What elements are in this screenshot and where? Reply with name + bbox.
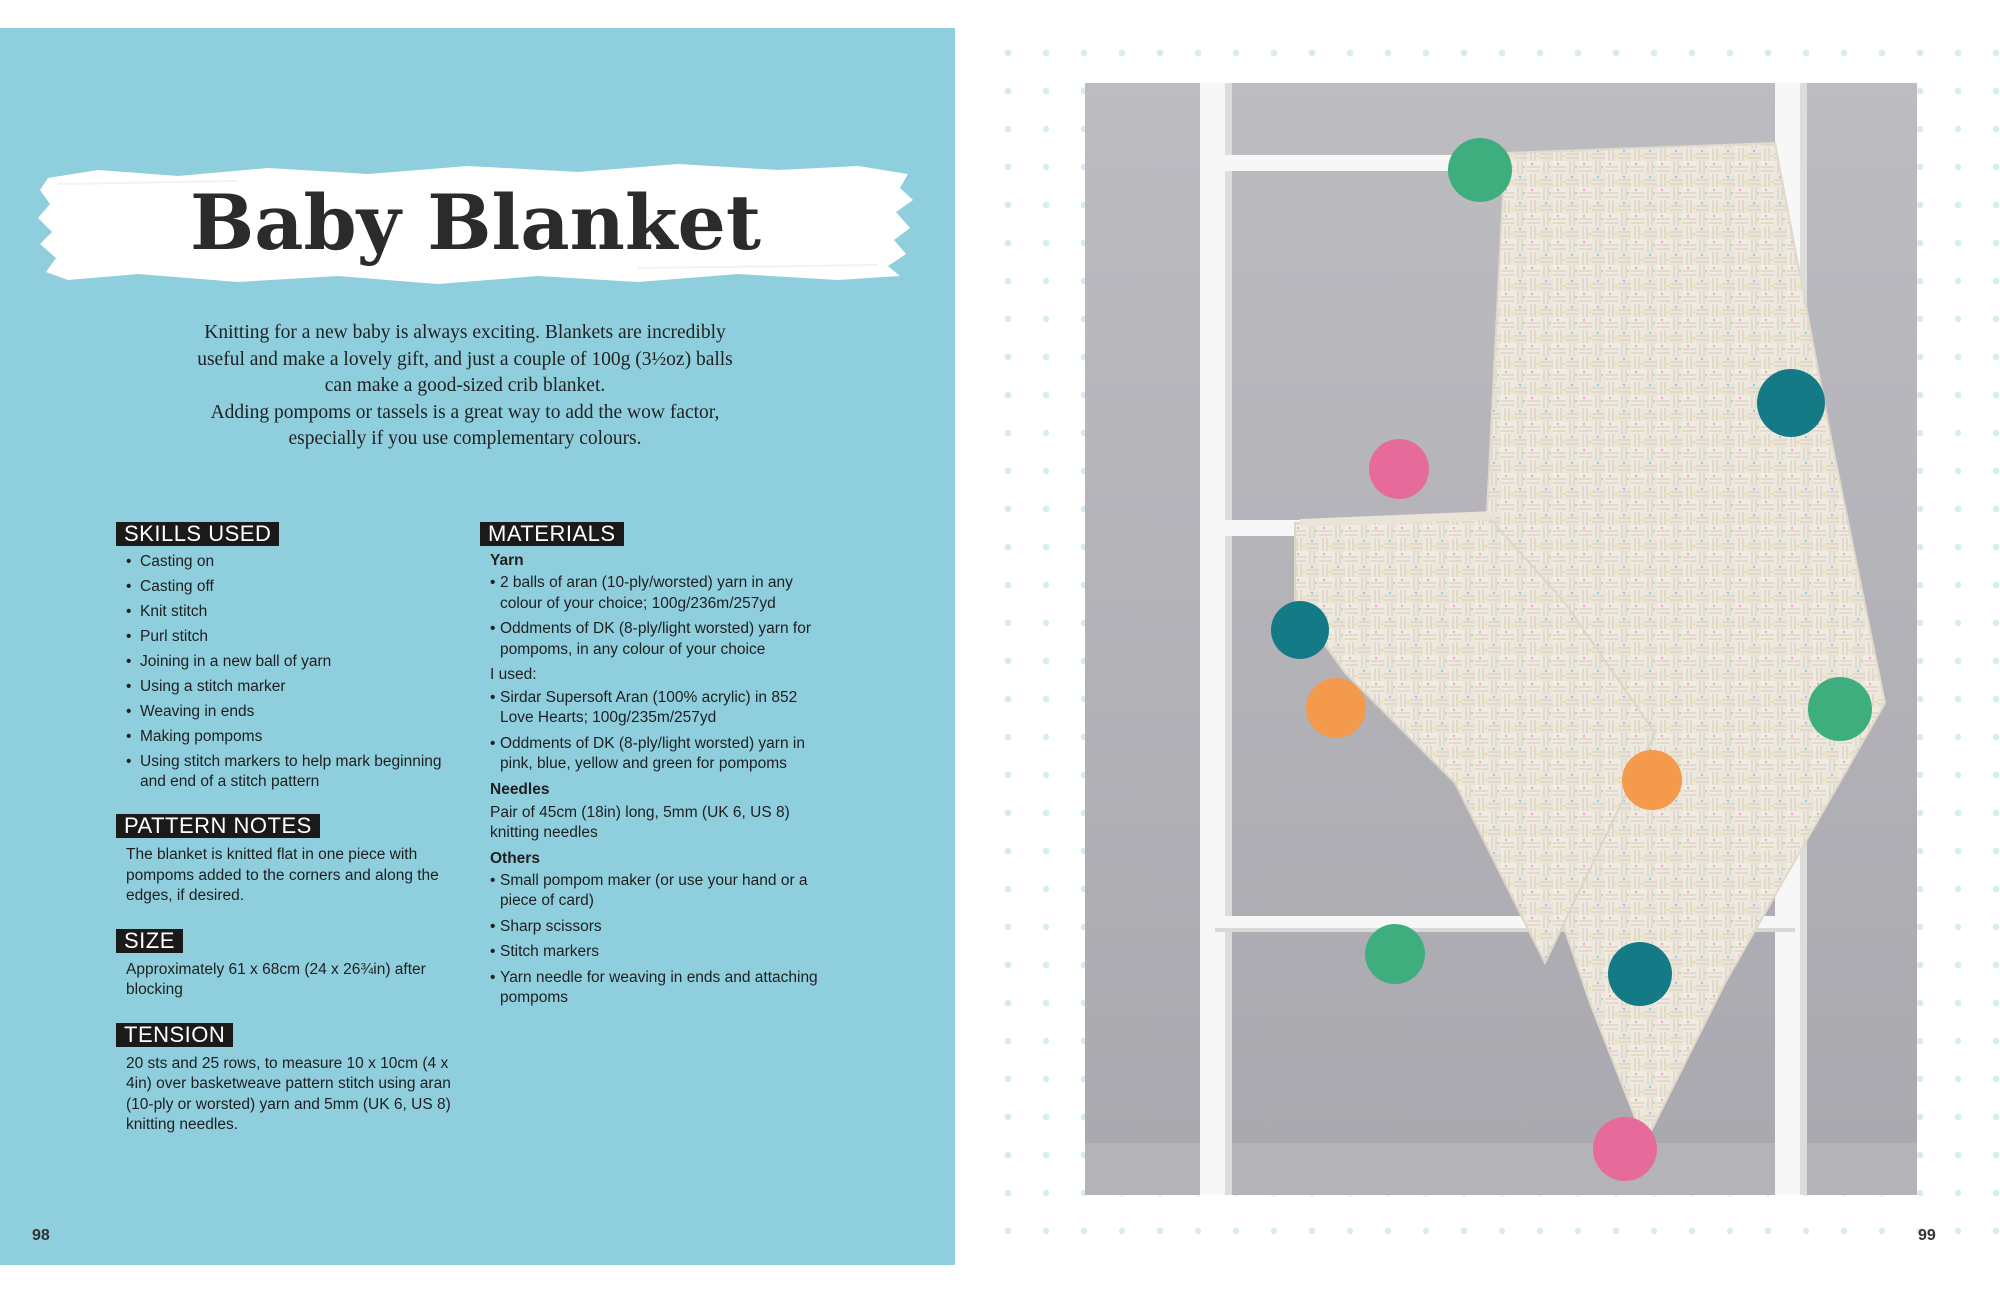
tension-section [116, 1023, 456, 1136]
intro-line: especially if you use complementary colours. [288, 428, 642, 449]
title-banner [38, 148, 913, 296]
materials-column [480, 522, 820, 1014]
list-item: • Knit stitch [116, 602, 456, 622]
pattern-notes-section [116, 814, 456, 907]
page-number-left: 98 [32, 1227, 50, 1244]
list-item: • Small pompom maker (or use your hand or a piece of card) [490, 871, 820, 912]
used-list [490, 688, 820, 775]
intro-line: can make a good-sized crib blanket. [324, 375, 606, 396]
skills-heading: SKILLS USED [116, 522, 279, 546]
list-item: • Using stitch markers to help mark beginning and end of a stitch pattern [116, 752, 456, 792]
list-item: • Using a stitch marker [116, 677, 456, 697]
blanket-photo [1085, 83, 1917, 1195]
intro-line: Adding pompoms or tassels is a great way to add the wow factor, [210, 401, 720, 423]
others-list [490, 871, 820, 1009]
list-item: • 2 balls of aran (10-ply/worsted) yarn in any colour of your choice; 100g/236m/257yd [490, 573, 820, 614]
needles-text: Pair of 45cm (18in) long, 5mm (UK 6, US 8) knitting needles [490, 803, 790, 841]
list-item: • Weaving in ends [116, 702, 456, 722]
list-item: • Making pompoms [116, 727, 456, 747]
used-label: I used: [490, 666, 537, 683]
intro-line: Knitting for a new baby is always exciting. Blankets are incredibly [204, 322, 726, 343]
intro-paragraph [140, 320, 790, 453]
yarn-label: Yarn [490, 552, 524, 569]
tension-text: 20 sts and 25 rows, to measure 10 x 10cm (4 x 4in) over basketweave pattern stitch using aran (10-ply or worsted) yarn and 5mm (UK 6, US 8) knitting needles. [126, 1054, 451, 1133]
page-title: Baby Blanket [190, 177, 761, 267]
others-label: Others [490, 849, 540, 867]
skills-section [116, 522, 456, 792]
size-text: Approximately 61 x 68cm (24 x 26¾in) after blocking [126, 960, 426, 998]
list-item: • Oddments of DK (8-ply/light worsted) yarn in pink, blue, yellow and green for pompoms [490, 734, 820, 775]
size-section [116, 929, 456, 1001]
list-item: • Casting off [116, 577, 456, 597]
skills-list [116, 552, 456, 792]
pattern-notes-heading: PATTERN NOTES [116, 814, 320, 838]
pompom [1448, 138, 1512, 202]
intro-line: useful and make a lovely gift, and just a couple of 100g (3½oz) balls [197, 348, 733, 370]
list-item: • Oddments of DK (8-ply/light worsted) yarn for pompoms, in any colour of your choice [490, 619, 820, 660]
list-item: • Casting on [116, 552, 456, 572]
materials-heading: MATERIALS [480, 522, 624, 546]
tension-heading: TENSION [116, 1023, 233, 1047]
left-column [116, 522, 456, 1158]
pattern-notes-text: The blanket is knitted flat in one piece with pompoms added to the corners and along the edges, if desired. [126, 846, 439, 904]
list-item: • Yarn needle for weaving in ends and attaching pompoms [490, 968, 820, 1009]
list-item: • Joining in a new ball of yarn [116, 652, 456, 672]
list-item: • Purl stitch [116, 627, 456, 647]
page-number-right: 99 [1918, 1227, 1936, 1244]
list-item: • Stitch markers [490, 942, 820, 963]
needles-label: Needles [490, 780, 550, 798]
list-item: • Sirdar Supersoft Aran (100% acrylic) in 852 Love Hearts; 100g/235m/257yd [490, 688, 820, 729]
list-item: • Sharp scissors [490, 917, 820, 938]
size-heading: SIZE [116, 929, 183, 953]
yarn-list [490, 573, 820, 660]
